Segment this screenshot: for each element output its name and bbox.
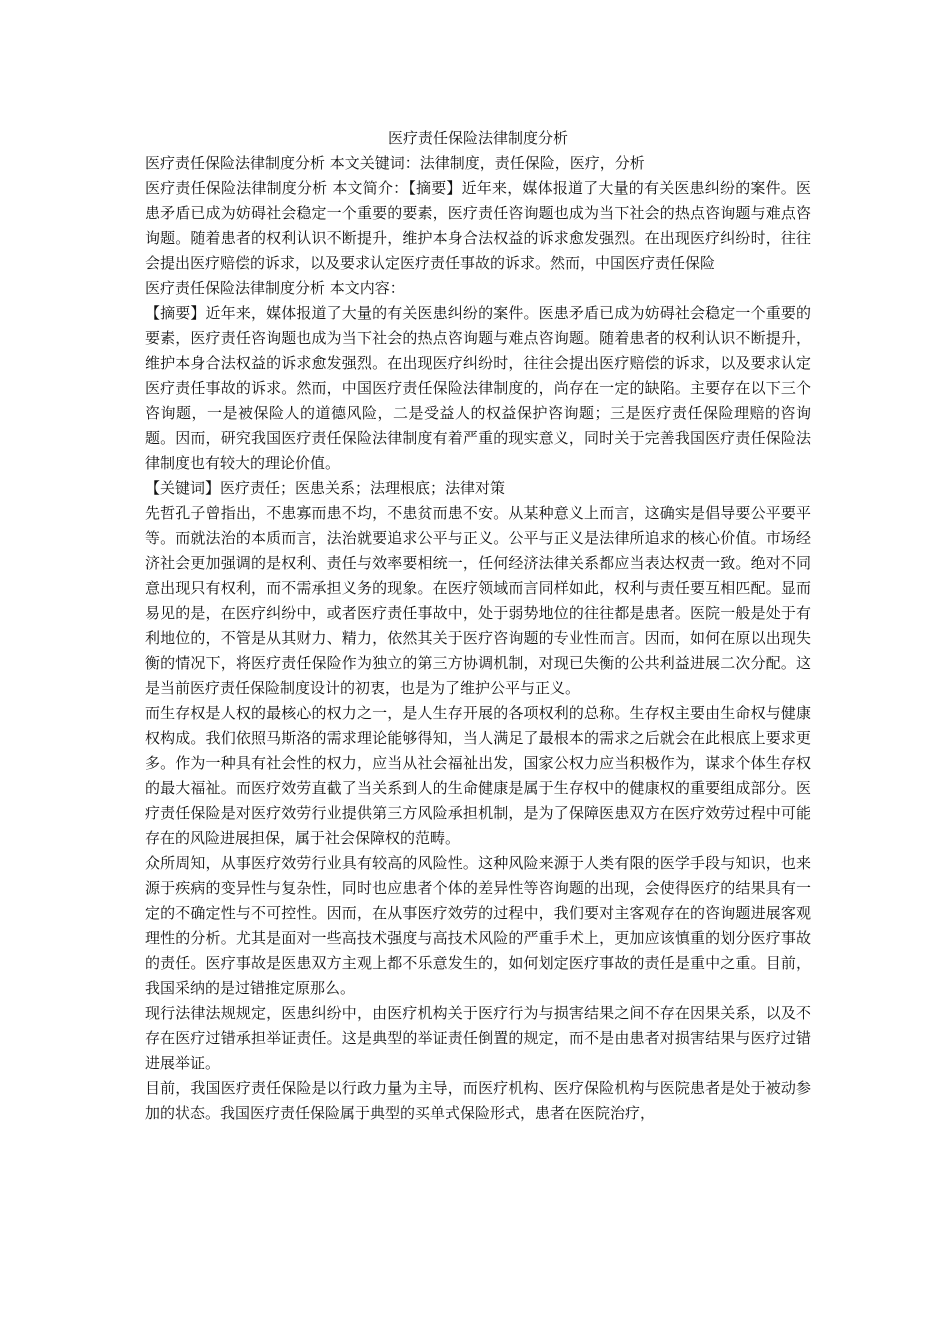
- keywords-paragraph: 【关键词】医疗责任；医患关系；法理根底；法律对策: [145, 479, 506, 497]
- body-paragraph-2: 而生存权是人权的最核心的权力之一，是人生存开展的各项权利的总称。生存权主要由生命权与健康权构成。我们依照马斯洛的需求理论能够得知，当人满足了最根本的需求之后就会在此根底上要求更多。作为一种具有社会性的权力，应当从社会福祉出发，国家公权力应当积极作为，谋求个体生存权的最大福祉。而医疗效劳直截了当关系到人的生命健康是属于生存权中的健康权的重要组成部分。医疗责任保险是对医疗效劳行业提供第三方风险承担机制，是为了保障医患双方在医疗效劳过程中可能存在的风险进展担保，属于社会保障权的范畴。: [145, 704, 811, 847]
- body-paragraph-3: 众所周知，从事医疗效劳行业具有较高的风险性。这种风险来源于人类有限的医学手段与知识，也来源于疾病的变异性与复杂性，同时也应患者个体的差异性等咨询题的出现，会使得医疗的结果具有一定的不确定性与不可控性。因而，在从事医疗效劳的过程中，我们要对主客观存在的咨询题进展客观理性的分析。尤其是面对一些高技术强度与高技术风险的严重手术上，更加应该慎重的划分医疗事故的责任。医疗事故是医患双方主观上都不乐意发生的，如何划定医疗事故的责任是重中之重。目前，我国采纳的是过错推定原那么。: [145, 854, 811, 997]
- intro-paragraph: 医疗责任保险法律制度分析 本文简介：【摘要】近年来，媒体报道了大量的有关医患纠纷的案件。医患矛盾已成为妨碍社会稳定一个重要的要素，医疗责任咨询题也成为当下社会的热点咨询题与难点咨询题。随着患者的权利认识不断提升，维护本身合法权益的诉求愈发强烈。在出现医疗纠纷时，往往会提出医疗赔偿的诉求，以及要求认定医疗责任事故的诉求。然而，中国医疗责任保险: [145, 179, 811, 272]
- abstract-paragraph: 【摘要】近年来，媒体报道了大量的有关医患纠纷的案件。医患矛盾已成为妨碍社会稳定一个重要的要素，医疗责任咨询题也成为当下社会的热点咨询题与难点咨询题。随着患者的权利认识不断提升，维护本身合法权益的诉求愈发强烈。在出现医疗纠纷时，往往会提出医疗赔偿的诉求，以及要求认定医疗责任事故的诉求。然而，中国医疗责任保险法律制度的，尚存在一定的缺陷。主要存在以下三个咨询题，一是被保险人的道德风险，二是受益人的权益保护咨询题；三是医疗责任保险理赔的咨询题。因而，研究我国医疗责任保险法律制度有着严重的现实意义，同时关于完善我国医疗责任保险法律制度也有较大的理论价值。: [145, 304, 811, 472]
- document-title: 医疗责任保险法律制度分析: [387, 129, 568, 147]
- body-paragraph-4: 现行法律法规规定，医患纠纷中，由医疗机构关于医疗行为与损害结果之间不存在因果关系，以及不存在医疗过错承担举证责任。这是典型的举证责任倒置的规定，而不是由患者对损害结果与医疗过错进展举证。: [145, 1004, 811, 1072]
- body-paragraph-1: 先哲孔子曾指出，不患寡而患不均，不患贫而患不安。从某种意义上而言，这确实是倡导要公平要平等。而就法治的本质而言，法治就要追求公平与正义。公平与正义是法律所追求的核心价值。市场经济社会更加强调的是权利、责任与效率要相统一，任何经济法律关系都应当表达权责一致。绝对不同意出现只有权利，而不需承担义务的现象。在医疗领域而言同样如此，权利与责任要互相匹配。显而易见的是，在医疗纠纷中，或者医疗责任事故中，处于弱势地位的往往都是患者。医院一般是处于有利地位的，不管是从其财力、精力，依然其关于医疗咨询题的专业性而言。因而，如何在原以出现失衡的情况下，将医疗责任保险作为独立的第三方协调机制，对现已失衡的公共利益进展二次分配。这是当前医疗责任保险制度设计的初衷，也是为了维护公平与正义。: [145, 504, 811, 697]
- content-label: 医疗责任保险法律制度分析 本文内容：: [145, 279, 405, 297]
- document-page: [145, 126, 811, 1126]
- keywords-line: 医疗责任保险法律制度分析 本文关键词：法律制度，责任保险，医疗，分析: [145, 154, 645, 172]
- body-paragraph-5: 目前，我国医疗责任保险是以行政力量为主导，而医疗机构、医疗保险机构与医院患者是处于被动参加的状态。我国医疗责任保险属于典型的买单式保险形式，患者在医院治疗，: [145, 1079, 811, 1122]
